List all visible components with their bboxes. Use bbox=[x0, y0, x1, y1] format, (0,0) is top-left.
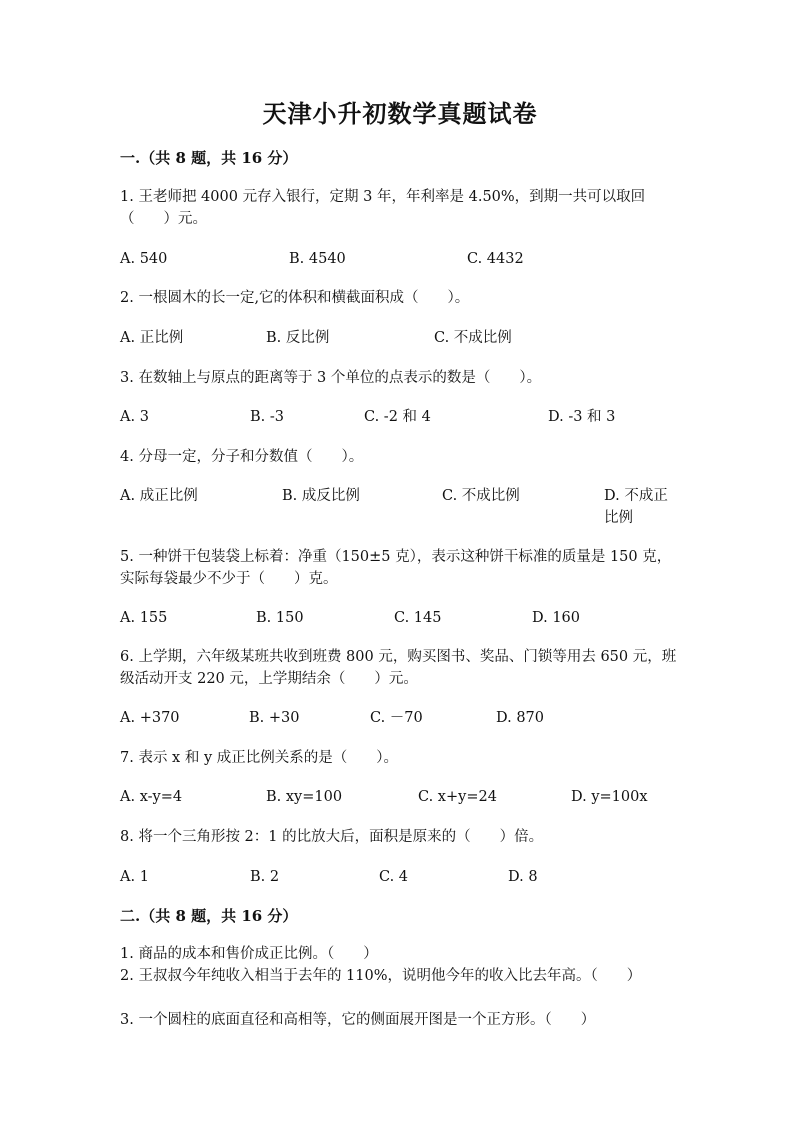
option-c: C. -2 和 4 bbox=[364, 409, 431, 425]
question-5-options bbox=[120, 607, 680, 629]
question-7: 7. 表示 x 和 y 成正比例关系的是（ ）。 bbox=[120, 750, 398, 766]
option-b: B. 150 bbox=[256, 610, 304, 626]
option-d: D. 160 bbox=[532, 610, 581, 626]
question-7-options bbox=[120, 786, 680, 808]
question-8: 8. 将一个三角形按 2：1 的比放大后，面积是原来的（ ）倍。 bbox=[120, 829, 544, 845]
question-8-options bbox=[120, 866, 680, 888]
statement-3: 3. 一个圆柱的底面直径和高相等，它的侧面展开图是一个正方形。（ ） bbox=[120, 1012, 596, 1028]
option-d: D. -3 和 3 bbox=[548, 409, 616, 425]
question-4: 4. 分母一定，分子和分数值（ ）。 bbox=[120, 449, 364, 465]
question-2: 2. 一根圆木的长一定,它的体积和横截面积成（ ）。 bbox=[120, 290, 470, 306]
statement-2: 2. 王叔叔今年纯收入相当于去年的 110%，说明他今年的收入比去年高。（ ） bbox=[120, 968, 642, 984]
option-b: B. 反比例 bbox=[266, 330, 330, 346]
option-c: C. 4432 bbox=[467, 251, 524, 267]
option-c: C. 4 bbox=[379, 869, 409, 885]
question-1: 1. 王老师把 4000 元存入银行，定期 3 年，年利率是 4.50%，到期一共可以取回（ ）元。 bbox=[120, 189, 646, 227]
option-a: A. 155 bbox=[120, 610, 168, 626]
option-a: A. 成正比例 bbox=[120, 488, 198, 504]
option-c: C. 145 bbox=[394, 610, 442, 626]
question-6-options bbox=[120, 707, 680, 729]
option-c: C. x+y=24 bbox=[418, 789, 497, 805]
option-d: D. 8 bbox=[508, 869, 538, 885]
option-d: D. 870 bbox=[496, 710, 545, 726]
option-a: A. 540 bbox=[120, 251, 168, 267]
option-c: C. －70 bbox=[370, 710, 423, 726]
option-a: A. +370 bbox=[120, 710, 180, 726]
option-a: A. 1 bbox=[120, 869, 149, 885]
question-6: 6. 上学期，六年级某班共收到班费 800 元，购买图书、奖品、门锁等用去 650 元，班级活动开支 220 元，上学期结余（ ）元。 bbox=[120, 649, 677, 687]
question-1-options bbox=[120, 248, 680, 270]
option-d: D. y=100x bbox=[571, 789, 648, 805]
section-1-heading: 一.（共 8 题，共 16 分） bbox=[120, 149, 298, 167]
option-c: C. 不成比例 bbox=[434, 330, 512, 346]
option-b: B. 成反比例 bbox=[282, 488, 360, 504]
option-a: A. x-y=4 bbox=[120, 789, 183, 805]
question-3-options bbox=[120, 406, 680, 428]
page-title: 天津小升初数学真题试卷 bbox=[262, 99, 538, 128]
option-a: A. 正比例 bbox=[120, 330, 184, 346]
option-b: B. -3 bbox=[250, 409, 284, 425]
option-b: B. 2 bbox=[250, 869, 280, 885]
option-b: B. +30 bbox=[249, 710, 300, 726]
option-d: D. 不成正比例 bbox=[604, 488, 668, 526]
section-2-heading: 二.（共 8 题，共 16 分） bbox=[120, 907, 298, 925]
question-2-options bbox=[120, 327, 680, 349]
question-5: 5. 一种饼干包装袋上标着：净重（150±5 克），表示这种饼干标准的质量是 150 克，实际每袋最少不少于（ ）克。 bbox=[120, 549, 672, 587]
option-c: C. 不成比例 bbox=[442, 488, 520, 504]
option-b: B. 4540 bbox=[289, 251, 346, 267]
option-b: B. xy=100 bbox=[266, 789, 343, 805]
statement-1: 1. 商品的成本和售价成正比例。（ ） bbox=[120, 946, 378, 962]
question-3: 3. 在数轴上与原点的距离等于 3 个单位的点表示的数是（ ）。 bbox=[120, 370, 542, 386]
option-a: A. 3 bbox=[120, 409, 149, 425]
